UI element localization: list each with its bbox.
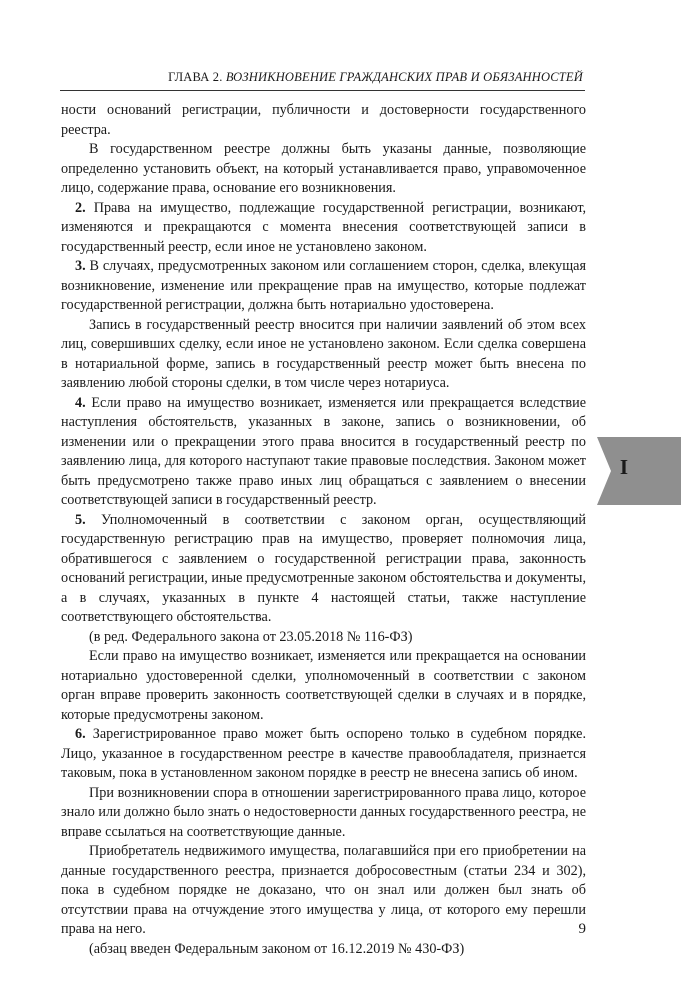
header-divider [60,90,585,91]
paragraph: При возникновении спора в отношении зарегистрированного права лицо, которое знало или должно было знать о недостоверности данных государственного реестра, не вправе ссылаться на соответствующие данные. [61,784,586,840]
amendment-note: (в ред. Федерального закона от 23.05.2018 № 116-ФЗ) [89,628,413,645]
paragraph: Запись в государственный реестр вносится при наличии заявлений об этом всех лиц, совершивших сделку, если иное не установлено законом. Если сделка совершена в нотариальной форме, запись в государственный реестр может быть внесена по заявлению любой стороны сделки, в том числе через нотариуса. [61,316,586,391]
clause-number: 5. [75,511,86,528]
clause-text: Зарегистрированное право может быть оспорено только в судебном порядке. Лицо, указанное в государственном реестре в качестве правообладателя, признается таковым, пока в установленном законом порядке в реестр не внесена запись об ином. [61,726,586,781]
page-body [61,101,586,959]
clause-number: 6. [75,726,86,742]
numbered-clause-2 [61,199,586,258]
numbered-clause-3 [61,257,586,316]
running-header [60,70,583,85]
clause-number: 2. [75,199,86,216]
clause-text: Если право на имущество возникает, изменяется или прекращается вследствие наступления обстоятельств, указанных в законе, запись о возникновении, об изменении или о прекращении этого права вносится в государственный реестр по заявлению лица, для которого наступают такие правовые последствия. Законом может быть предусмотрено также право иных лиц обращаться с заявлением о внесении соответствующей записи в государственный реестр. [61,394,586,508]
paragraph: Если право на имущество возникает, изменяется или прекращается на основании нотариально удостоверенной сделки, уполномоченный в соответствии с законом орган вправе проверить законность соответствующей сделки в случаях и в порядке, которые предусмотрены законом. [61,648,586,723]
clause-number: 3. [75,258,86,274]
clause-text: В случаях, предусмотренных законом или соглашением сторон, сделка, влекущая возникновение, изменение или прекращение прав на имущество, которые подлежат государственной регистрации, должна быть нотариально удостоверена. [61,258,586,313]
section-tab-label: I [619,455,629,479]
numbered-clause-6 [61,725,586,784]
chapter-title: ВОЗНИКНОВЕНИЕ ГРАЖДАНСКИХ ПРАВ И ОБЯЗАННОСТЕЙ [225,70,583,84]
numbered-clause-5 [61,511,586,628]
paragraph: Приобретатель недвижимого имущества, полагавшийся при его приобретении на данные государственного реестра, признается добросовестным (статьи 234 и 302), пока в судебном порядке не доказано, что он знал или должен был знать об отсутствии права на отчуждение этого имущества у лица, от которого ему перешли права на него. [61,843,586,937]
paragraph: В государственном реестре должны быть указаны данные, позволяющие определенно установить объект, на который устанавливается право, управомоченное лицо, содержание права, основание его возникновения. [61,141,586,196]
amendment-note: (абзац введен Федеральным законом от 16.12.2019 № 430-ФЗ) [89,940,465,957]
clause-text: Уполномоченный в соответствии с законом орган, осуществляющий государственную регистрацию прав на имущество, проверяет полномочия лица, обратившегося с заявлением о государственной регистрации права, законность оснований регистрации, иные предусмотренные законом обстоятельства и документы, а в случаях, указанных в пункте 4 настоящей статьи, также наступление соответствующего обстоятельства. [61,511,586,625]
page-number: 9 [578,921,586,937]
clause-number: 4. [75,394,86,411]
numbered-clause-4 [61,394,586,511]
section-tab-marker [597,437,681,505]
clause-text: Права на имущество, подлежащие государственной регистрации, возникают, изменяются и прекращаются с момента внесения соответствующей записи в государственный реестр, если иное не установлено законом. [61,199,587,255]
chapter-number: ГЛАВА 2. [168,70,223,84]
paragraph-continuation: ности оснований регистрации, публичности и достоверности государственного реестра. [61,102,586,138]
